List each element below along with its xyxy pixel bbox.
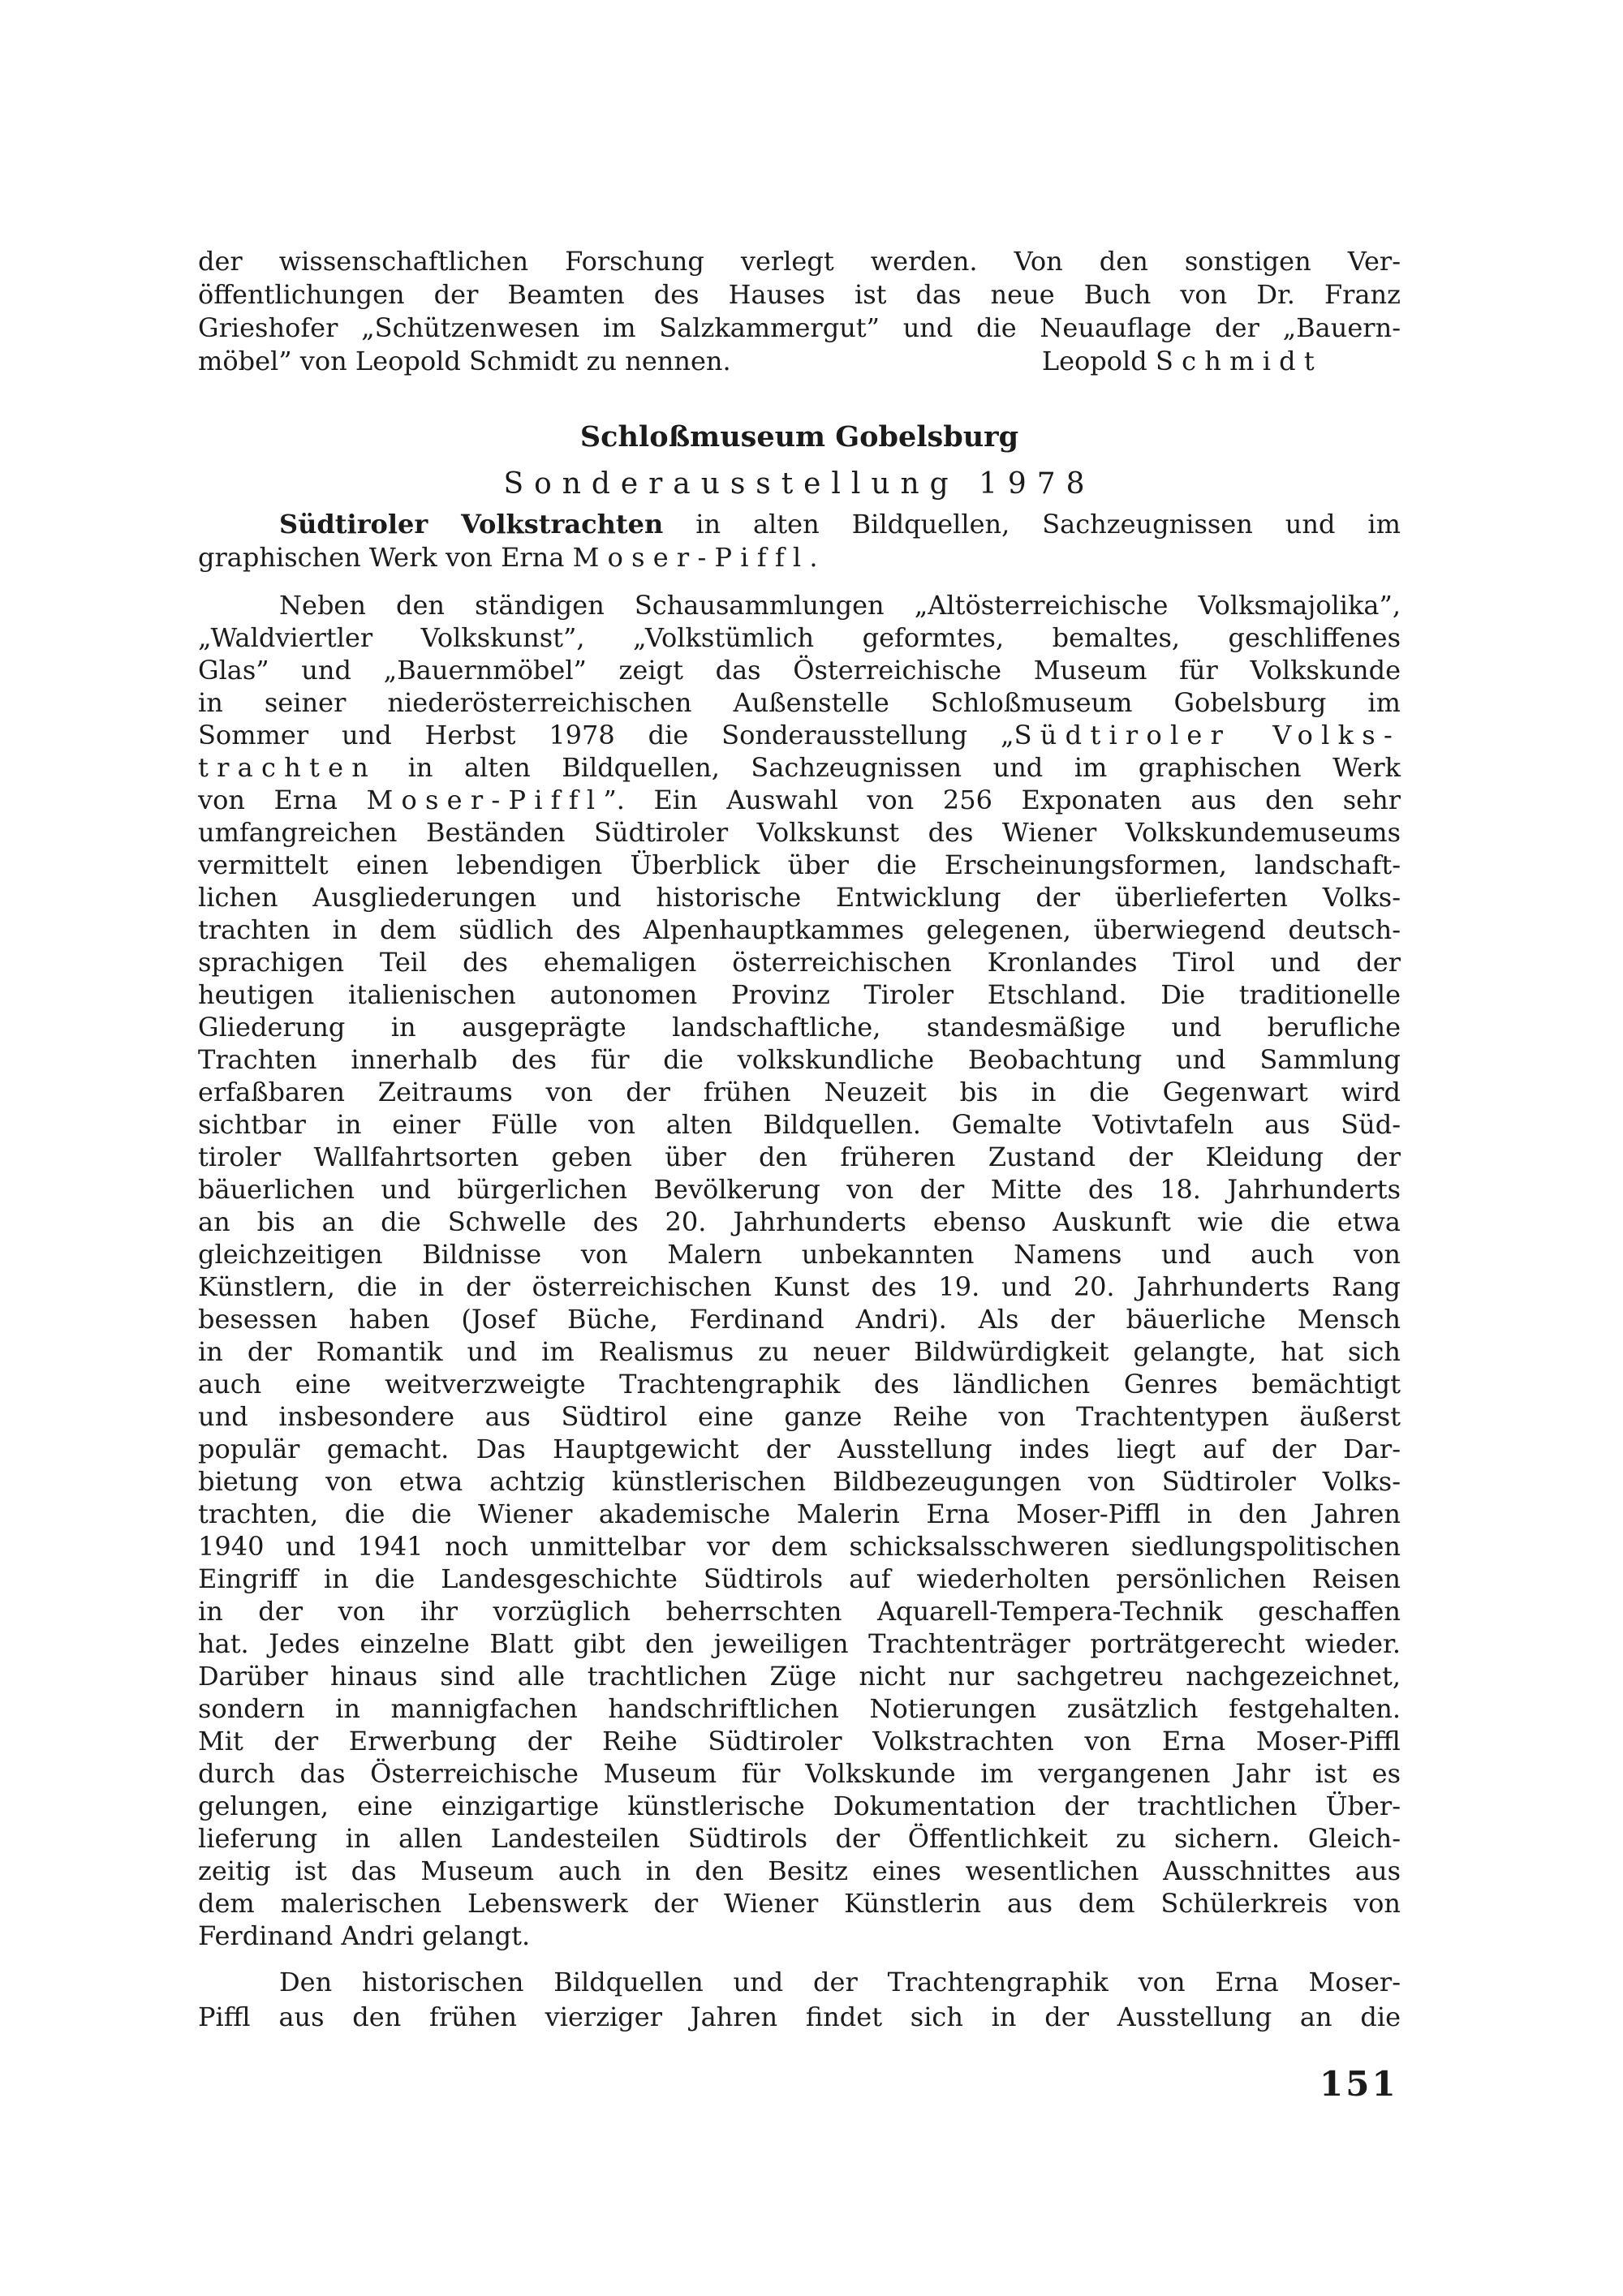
text-segment: Trachten innerhalb des für die volkskundliche Beobachtung und Sammlung	[198, 1044, 1401, 1075]
text-segment: erfaßbaren Zeitraums von der frühen Neuzeit bis in die Gegenwart wird	[198, 1077, 1401, 1107]
text-segment: tiroler Wallfahrtsorten geben über den früheren Zustand der Kleidung der	[198, 1142, 1401, 1172]
text-segment: populär gemacht. Das Hauptgewicht der Ausstellung indes liegt auf der Dar-	[198, 1434, 1401, 1464]
text-line	[198, 1790, 1401, 1822]
text-line	[198, 914, 1401, 946]
text-segment: auch eine weitverzweigte Trachtengraphik des ländlichen Genres bemächtigt	[198, 1369, 1401, 1400]
text-line	[198, 1822, 1401, 1855]
text-segment: Den historischen Bildquellen und der Trachtengraphik von Erna Moser-	[279, 1967, 1401, 1997]
text-segment: Ferdinand Andri gelangt.	[198, 1920, 531, 1951]
text-segment: an bis an die Schwelle des 20. Jahrhunderts ebenso Auskunft wie die etwa	[198, 1206, 1401, 1237]
text-segment: Moser-Piffl	[366, 785, 604, 815]
text-column	[198, 245, 1401, 2035]
text-segment: umfangreichen Beständen Südtiroler Volkskunst des Wiener Volkskundemuseums	[198, 817, 1401, 848]
text-segment: Mit der Erwerbung der Reihe Südtiroler Volkstrachten von Erna Moser-Piffl	[198, 1726, 1401, 1756]
author-signature	[1042, 345, 1401, 378]
text-line	[198, 849, 1401, 881]
text-segment: Eingriff in die Landesgeschichte Südtirols auf wiederholten persönlichen Reisen	[198, 1563, 1401, 1594]
text-segment: Südtiroler Volks-	[1014, 720, 1401, 750]
text-segment: gelungen, eine einzigartige künstlerische Dokumentation der trachtlichen Über-	[198, 1791, 1401, 1821]
text-segment: Glas” und „Bauernmöbel” zeigt das Österreichische Museum für Volkskunde	[198, 655, 1401, 686]
text-segment: „Waldviertler Volkskunst”, „Volkstümlich geformtes, bemaltes, geschliffenes	[198, 622, 1401, 653]
text-line	[198, 278, 1401, 312]
text-line	[198, 1238, 1401, 1271]
text-line	[198, 1563, 1401, 1595]
text-segment: in der von ihr vorzüglich beherrschten Aquarell-Tempera-Technik geschaffen	[198, 1596, 1401, 1627]
text-line	[198, 1271, 1401, 1303]
text-segment: Schmidt	[1155, 346, 1323, 376]
text-line	[198, 1303, 1401, 1335]
text-line	[198, 1595, 1401, 1627]
text-segment: zeitig ist das Museum auch in den Besitz eines wesentlichen Ausschnittes aus	[198, 1855, 1401, 1886]
text-line	[198, 1855, 1401, 1887]
text-line	[198, 1920, 1401, 1952]
text-line	[198, 589, 1401, 621]
text-segment: lichen Ausgliederungen und historische Entwicklung der überlieferten Volks-	[198, 882, 1401, 913]
text-segment: trachten, die die Wiener akademische Malerin Erna Moser-Piffl in den Jahren	[198, 1498, 1401, 1529]
text-line	[198, 751, 1401, 784]
text-segment: Darüber hinaus sind alle trachtlichen Züge nicht nur sachgetreu nachgezeichnet,	[198, 1661, 1401, 1692]
text-line	[198, 1043, 1401, 1076]
text-line	[198, 621, 1401, 654]
text-segment: Sommer und Herbst 1978 die Sonderausstellung „	[198, 720, 1014, 750]
text-segment: 1940 und 1941 noch unmittelbar vor dem schicksalsschweren siedlungspolitischen	[198, 1531, 1401, 1562]
text-segment: sondern in mannigfachen handschriftlichen Notierungen zusätzlich festgehalten.	[198, 1693, 1401, 1724]
text-segment: bäuerlichen und bürgerlichen Bevölkerung von der Mitte des 18. Jahrhunderts	[198, 1174, 1401, 1205]
text-line	[198, 1141, 1401, 1173]
text-line	[198, 1076, 1401, 1108]
text-segment: gleichzeitigen Bildnisse von Malern unbekannten Namens und auch von	[198, 1239, 1401, 1270]
page-number: 151	[1319, 2064, 1398, 2104]
text-segment: vermittelt einen lebendigen Überblick über die Erscheinungsformen, landschaft-	[198, 849, 1401, 880]
text-segment: Künstlern, die in der österreichischen Kunst des 19. und 20. Jahrhunderts Rang	[198, 1271, 1401, 1302]
text-segment: durch das Österreichische Museum für Volkskunde im vergangenen Jahr ist es	[198, 1758, 1401, 1789]
text-segment: trachten	[198, 752, 377, 783]
paragraph-intro	[198, 245, 1401, 378]
exhibition-subtitle-heading: Sonderausstellung 1978	[503, 467, 1096, 501]
text-line	[198, 245, 1401, 278]
text-segment: Gliederung in ausgeprägte landschaftliche, standesmäßige und berufliche	[198, 1012, 1401, 1043]
paragraph-exhibition-intro	[198, 508, 1401, 574]
text-line	[198, 1108, 1401, 1141]
text-line	[198, 1660, 1401, 1692]
text-line	[198, 1725, 1401, 1757]
text-line	[198, 345, 1401, 378]
text-segment: Südtiroler Volkstrachten	[279, 509, 664, 540]
text-segment: dem malerischen Lebenswerk der Wiener Künstlerin aus dem Schülerkreis von	[198, 1888, 1401, 1919]
text-segment: in alten Bildquellen, Sachzeugnissen und im graphischen Werk	[377, 752, 1401, 783]
text-line	[198, 1498, 1401, 1530]
text-segment: Neben den ständigen Schausammlungen „Altösterreichische Volksmajolika”,	[279, 590, 1401, 621]
text-line	[198, 1011, 1401, 1043]
text-segment: graphischen Werk von Erna	[198, 542, 573, 573]
text-segment: öffentlichungen der Beamten des Hauses ist das neue Buch von Dr. Franz	[198, 279, 1401, 310]
text-line	[198, 1757, 1401, 1790]
text-line	[198, 1530, 1401, 1563]
text-segment: der wissenschaftlichen Forschung verlegt werden. Von den sonstigen Ver-	[198, 246, 1401, 277]
text-segment: und insbesondere aus Südtirol eine ganze Reihe von Trachtentypen äußerst	[198, 1401, 1401, 1432]
text-segment: ”. Ein Auswahl von 256 Exponaten aus den sehr	[603, 785, 1401, 815]
text-line	[198, 1335, 1401, 1368]
text-segment: Grieshofer „Schützenwesen im Salzkammergut” und die Neuauflage der „Bauern-	[198, 312, 1401, 343]
text-line	[198, 686, 1401, 719]
text-line	[198, 719, 1401, 751]
text-line	[198, 784, 1401, 816]
text-line	[198, 541, 1401, 574]
text-segment: sichtbar in einer Fülle von alten Bildquellen. Gemalte Votivtafeln aus Süd-	[198, 1109, 1401, 1140]
text-line	[198, 1433, 1401, 1465]
text-segment: besessen haben (Josef Büche, Ferdinand Andri). Als der bäuerliche Mensch	[198, 1304, 1401, 1335]
text-segment: in der Romantik und im Realismus zu neuer Bildwürdigkeit gelangte, hat sich	[198, 1336, 1401, 1367]
text-segment: trachten in dem südlich des Alpenhauptkammes gelegenen, überwiegend deutsch-	[198, 914, 1401, 945]
text-segment: Leopold	[1041, 346, 1156, 376]
text-line	[198, 1692, 1401, 1725]
text-segment: heutigen italienischen autonomen Provinz Tiroler Etschland. Die traditionelle	[198, 979, 1401, 1010]
text-line	[198, 508, 1401, 541]
paragraph-closing	[198, 1965, 1401, 2035]
text-segment: sprachigen Teil des ehemaligen österreichischen Kronlandes Tirol und der	[198, 947, 1401, 978]
text-segment: möbel” von Leopold Schmidt zu nennen.	[198, 346, 731, 376]
line-text	[198, 345, 731, 378]
text-segment: von Erna	[198, 785, 367, 815]
text-segment: in alten Bildquellen, Sachzeugnissen und im	[663, 509, 1401, 540]
text-segment: bietung von etwa achtzig künstlerischen Bildbezeugungen von Südtiroler Volks-	[198, 1466, 1401, 1497]
text-segment: hat. Jedes einzelne Blatt gibt den jeweiligen Trachtenträger porträtgerecht wieder.	[198, 1628, 1401, 1659]
text-line	[198, 946, 1401, 978]
text-line	[198, 1465, 1401, 1498]
text-segment: Piffl aus den frühen vierziger Jahren findet sich in der Ausstellung an die	[198, 2001, 1401, 2032]
text-segment: in seiner niederösterreichischen Außenstelle Schloßmuseum Gobelsburg im	[198, 687, 1401, 718]
text-line	[198, 1400, 1401, 1433]
text-line	[198, 978, 1401, 1011]
text-line	[198, 1965, 1401, 2000]
paragraph-main	[198, 589, 1401, 1952]
text-line	[198, 654, 1401, 686]
text-line	[198, 1368, 1401, 1400]
text-line	[198, 881, 1401, 914]
text-line	[198, 2000, 1401, 2035]
text-line	[198, 1206, 1401, 1238]
section-title-heading: Schloßmuseum Gobelsburg	[579, 420, 1019, 454]
text-segment: lieferung in allen Landesteilen Südtirols der Öffentlichkeit zu sichern. Gleich-	[198, 1823, 1401, 1854]
text-line	[198, 816, 1401, 849]
text-line	[198, 1627, 1401, 1660]
text-line	[198, 312, 1401, 345]
text-segment: Moser-Piffl.	[572, 542, 826, 573]
text-line	[198, 1173, 1401, 1206]
text-line	[198, 1887, 1401, 1920]
